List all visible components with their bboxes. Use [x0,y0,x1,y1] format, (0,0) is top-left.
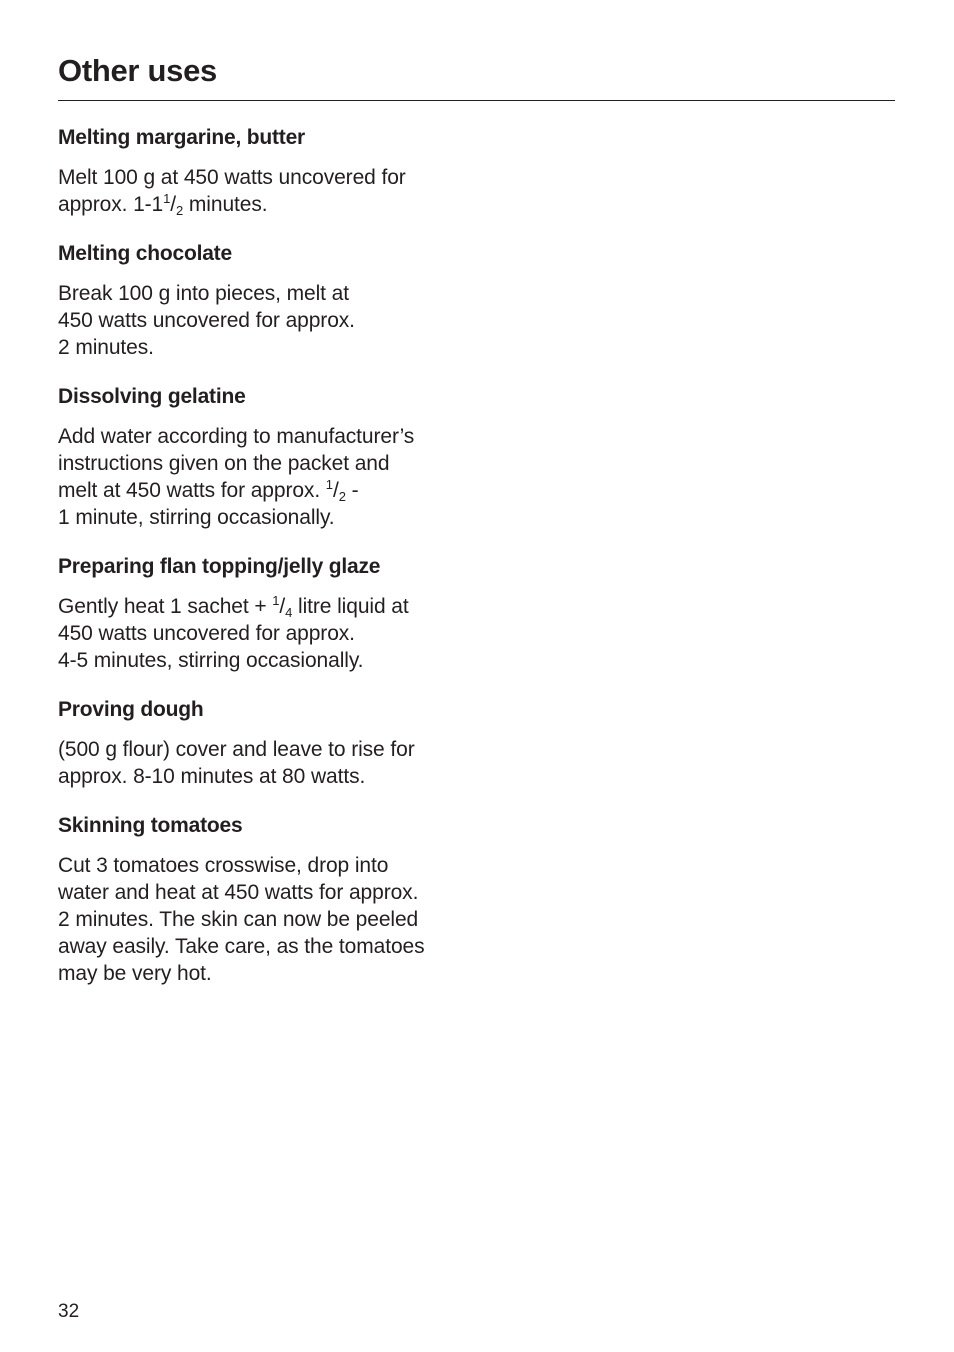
text-run: / [279,595,286,618]
section-heading: Proving dough [58,698,204,721]
body-line [58,879,478,906]
fraction-numerator: 1 [163,191,171,206]
text-run: approx. 8-10 minutes at 80 watts. [58,765,366,788]
text-run: melt at 450 watts for approx. [58,479,326,502]
text-run: water and heat at 450 watts for approx. [58,881,419,904]
body-line [58,477,478,504]
text-run: 4-5 minutes, stirring occasionally. [58,649,364,672]
body-line [58,423,478,450]
text-run: approx. 1-1 [58,193,164,216]
page-number: 32 [58,1301,80,1322]
body-line [58,906,478,933]
body-line [58,164,478,191]
instruction-section [58,812,478,987]
body-line [58,593,478,620]
section-body [58,423,478,531]
section-body [58,852,478,987]
text-run: minutes. [183,193,268,216]
section-heading: Dissolving gelatine [58,385,246,408]
text-run: Break 100 g into pieces, melt at [58,282,349,305]
page-title: Other uses [58,53,217,88]
section-body [58,593,478,674]
text-run: 450 watts uncovered for approx. [58,622,355,645]
text-run: Gently heat 1 sachet + [58,595,273,618]
body-line [58,280,478,307]
section-body [58,736,478,790]
text-run: 2 minutes. The skin can now be peeled [58,908,419,931]
body-line [58,736,478,763]
text-run: 2 minutes. [58,336,154,359]
body-line [58,191,478,218]
section-heading: Skinning tomatoes [58,814,243,837]
fraction-numerator: 1 [325,477,333,492]
section-heading: Melting chocolate [58,242,232,265]
body-line [58,504,478,531]
text-run: instructions given on the packet and [58,452,390,475]
text-run: / [170,193,177,216]
section-heading: Preparing flan topping/jelly glaze [58,555,381,578]
instruction-section [58,240,478,361]
body-line [58,647,478,674]
text-run: Cut 3 tomatoes crosswise, drop into [58,854,389,877]
fraction-numerator: 1 [272,593,280,608]
text-run: may be very hot. [58,962,212,985]
fraction-denominator: 2 [338,489,346,504]
body-line [58,933,478,960]
body-line [58,307,478,334]
text-run: Melt 100 g at 450 watts uncovered for [58,166,406,189]
instruction-section [58,553,478,674]
body-line [58,852,478,879]
section-body [58,280,478,361]
instruction-section [58,696,478,790]
text-run: away easily. Take care, as the tomatoes [58,935,425,958]
title-divider [58,100,895,101]
body-line [58,960,478,987]
body-line [58,763,478,790]
text-run: 1 minute, stirring occasionally. [58,506,335,529]
section-heading: Melting margarine, butter [58,126,306,149]
text-run: (500 g flour) cover and leave to rise for [58,738,415,761]
body-line [58,620,478,647]
text-run: litre liquid at [292,595,409,618]
text-run: - [345,479,359,502]
instructions-list [58,124,478,1009]
section-body [58,164,478,218]
body-line [58,334,478,361]
text-run: 450 watts uncovered for approx. [58,309,355,332]
instruction-section [58,383,478,531]
text-run: Add water according to manufacturer’s [58,425,415,448]
fraction-denominator: 4 [285,605,293,620]
text-run: / [332,479,339,502]
body-line [58,450,478,477]
fraction-denominator: 2 [176,203,184,218]
instruction-section [58,124,478,218]
